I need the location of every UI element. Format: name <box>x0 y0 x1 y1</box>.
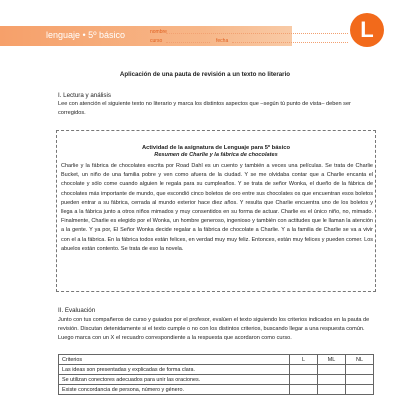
header-l: L <box>290 355 318 365</box>
box-subtitle: Resumen de Charlie y la fábrica de chocolates <box>154 152 278 158</box>
mark-cell-nl[interactable] <box>346 385 374 395</box>
table-row <box>59 375 374 385</box>
subject-label: lenguaje • 5º básico <box>46 30 125 40</box>
section-1-heading: I. Lectura y análisis <box>58 92 111 99</box>
box-title: Actividad de la asignatura de Lenguaje para 5º básico <box>141 145 291 151</box>
header-criterios: Criterios <box>59 355 290 365</box>
mark-cell-ml[interactable] <box>318 365 346 375</box>
header-ml: ML <box>318 355 346 365</box>
table-row <box>59 385 374 395</box>
lenguaje-logo: L <box>350 13 384 47</box>
table-header-row <box>59 355 374 365</box>
mark-cell-ml[interactable] <box>318 385 346 395</box>
text-to-review-box <box>56 130 376 292</box>
header-nl: NL <box>346 355 374 365</box>
mark-cell-l[interactable] <box>290 365 318 375</box>
mark-cell-nl[interactable] <box>346 375 374 385</box>
mark-cell-l[interactable] <box>290 375 318 385</box>
date-field[interactable]: fecha <box>216 38 348 44</box>
mark-cell-l[interactable] <box>290 385 318 395</box>
name-field[interactable]: nombre <box>150 29 348 35</box>
course-field[interactable]: curso <box>150 38 210 44</box>
mark-cell-ml[interactable] <box>318 375 346 385</box>
criterion-text: Se utilizan conectores adecuados para unir las oraciones. <box>59 375 290 385</box>
student-info-fields <box>150 27 348 53</box>
criteria-table <box>58 354 374 395</box>
section-2-heading: II. Evaluación <box>58 307 96 314</box>
mark-cell-nl[interactable] <box>346 365 374 375</box>
table-row <box>59 365 374 375</box>
section-2-text: Junto con tus compañeros de curso y guiados por el profesor, evalúen el texto siguiendo los criterios indicados en la pauta de revisión. Discutan detenidamente si el texto cumple o no con los distintos criterios, buscando llegar a una respuesta común. Luego marca con un X el recuadro correspondiente a la respuesta que acordaron como curso. <box>58 317 370 341</box>
box-text: Charlie y la fábrica de chocolates escrita por Road Dahl es un cuento y también a veces una películas. Se trata de Charlie Bucket, un niño de una familia pobre y ven como afuera de la ciudad. Y se me olvidaba contar que a Charlie encanta el chocolate y sólo come cuando alguien le regala para su cumpleaños. Y se trata de señor Wonka, el dueño de la fábrica de chocolates más importante de mundo, que escondió cinco boletos de oro entre sus chocolates os que encuentran esos boletos pueden entrar a su fábrica, cerrada al mundo exterior hace diez años. Y resulta que Charlie encuentra uno de los boletos y llega a la fábrica junto a otros niños mimados y muy consentidos en su forma de actuar. Charlie es el único niño, no, mimado. Finalmente, Charlie es elegido por el Wonka, un hombre generoso, ingenioso y también con actitudes que le llaman la atención a la gente. Y ya por, El Señor Wonka decide regalar a la fábrica de chocolate a Charlie. Y a la familia de Charlie se va a vivir con el a la fábrica. En la fábrica todos están felices, en verdad muy muy feliz. Entonces, están muy felices y pueden comer. Los abuelos están contento. Se trata de eso la novela. <box>61 163 373 252</box>
criterion-text: Existe concordancia de persona, número y género. <box>59 385 290 395</box>
page-title: Aplicación de una pauta de revisión a un texto no literario <box>119 71 291 78</box>
section-1-text: Lee con atención el siguiente texto no literario y marca los distintos aspectos que –según tú punto de vista– deben ser corregidos. <box>58 101 351 116</box>
criterion-text: Las ideas son presentadas y explicadas de forma clara. <box>59 365 290 375</box>
